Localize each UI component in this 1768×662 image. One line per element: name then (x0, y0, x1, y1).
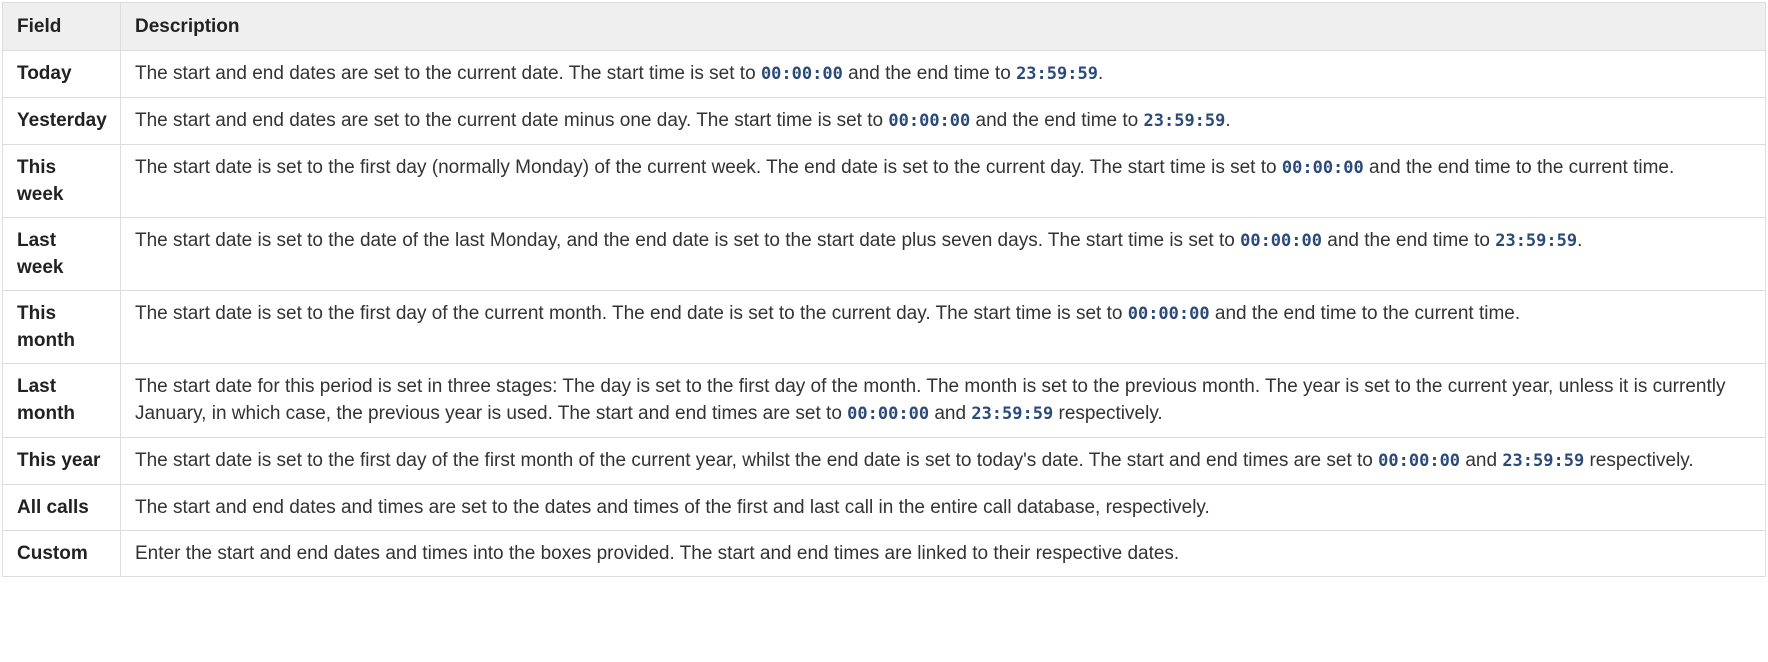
description-text: . (1577, 230, 1583, 251)
table-row (3, 485, 1766, 531)
field-cell: This month (3, 291, 121, 364)
table-row (3, 291, 1766, 364)
table-row (3, 145, 1766, 218)
description-cell (121, 98, 1766, 145)
header-row (3, 3, 1766, 51)
time-value: 23:59:59 (1016, 64, 1098, 84)
table-body (3, 51, 1766, 577)
table-header (3, 3, 1766, 51)
table-row (3, 438, 1766, 485)
time-value: 00:00:00 (1378, 451, 1461, 471)
description-text: and the end time to (970, 110, 1144, 131)
description-cell (121, 291, 1766, 364)
header-description: Description (121, 3, 1766, 51)
description-text: The start date is set to the first day (normally Monday) of the current week. The end date is set to the current day. The start time is set to (135, 157, 1282, 178)
description-text: respectively. (1584, 450, 1694, 471)
description-text: The start and end dates and times are set to the dates and times of the first and last call in the entire call database, respectively. (135, 497, 1210, 518)
description-cell (121, 218, 1766, 291)
time-value: 00:00:00 (847, 404, 930, 424)
description-text: The start and end dates are set to the current date. The start time is set to (135, 63, 761, 84)
description-text: The start date for this period is set in three stages: The day is set to the first day of the month. The month is set to the previous month. The year is set to the current year, unless it is currently January, in which case, the previous year is used. The start and end times are set to (135, 376, 1726, 424)
description-text: . (1225, 110, 1231, 131)
description-cell (121, 51, 1766, 98)
table-row (3, 98, 1766, 145)
description-cell (121, 364, 1766, 438)
field-cell: Last month (3, 364, 121, 438)
description-cell (121, 531, 1766, 577)
description-text: and (1460, 450, 1503, 471)
time-value: 23:59:59 (971, 404, 1054, 424)
table-row (3, 51, 1766, 98)
description-cell (121, 145, 1766, 218)
field-cell: Yesterday (3, 98, 121, 145)
description-cell (121, 485, 1766, 531)
field-cell: All calls (3, 485, 121, 531)
description-text: respectively. (1053, 403, 1163, 424)
field-description-table (2, 2, 1766, 577)
description-text: The start date is set to the date of the last Monday, and the end date is set to the start date plus seven days. The start time is set to (135, 230, 1241, 251)
time-value: 23:59:59 (1495, 231, 1578, 251)
time-value: 00:00:00 (760, 64, 843, 84)
time-value: 00:00:00 (1240, 231, 1322, 251)
description-text: and the end time to the current time. (1363, 157, 1675, 178)
table-row (3, 218, 1766, 291)
time-value: 00:00:00 (888, 111, 971, 131)
description-text: The start and end dates are set to the current date minus one day. The start time is set to (135, 110, 889, 131)
description-text: and the end time to (1321, 230, 1496, 251)
description-text: and the end time to (842, 63, 1017, 84)
description-cell (121, 438, 1766, 485)
description-text: and the end time to the current time. (1209, 303, 1521, 324)
time-value: 00:00:00 (1281, 158, 1364, 178)
header-field: Field (3, 3, 121, 51)
table-row (3, 531, 1766, 577)
description-text: and (929, 403, 972, 424)
time-value: 23:59:59 (1502, 451, 1585, 471)
field-cell: This year (3, 438, 121, 485)
field-cell: Custom (3, 531, 121, 577)
description-text: The start date is set to the first day of the current month. The end date is set to the current day. The start time is set to (135, 303, 1128, 324)
time-value: 00:00:00 (1127, 304, 1210, 324)
description-text: . (1097, 63, 1104, 84)
table-row (3, 364, 1766, 438)
field-cell: Last week (3, 218, 121, 291)
field-cell: This week (3, 145, 121, 218)
time-value: 23:59:59 (1143, 111, 1226, 131)
field-cell: Today (3, 51, 121, 98)
description-text: The start date is set to the first day of the first month of the current year, whilst the end date is set to today's date. The start and end times are set to (135, 450, 1379, 471)
description-text: Enter the start and end dates and times into the boxes provided. The start and end times are linked to their respective dates. (135, 543, 1180, 564)
